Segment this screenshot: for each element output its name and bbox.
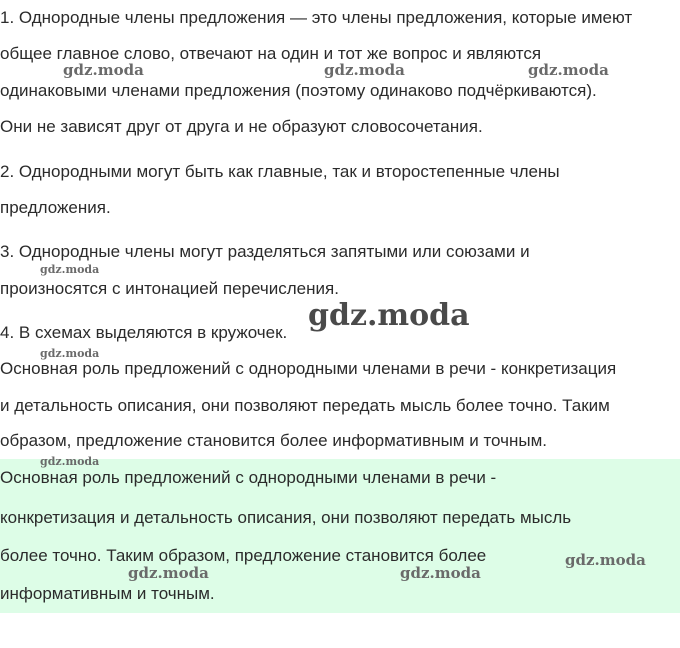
highlight-text-line: информативным и точным. — [0, 584, 215, 603]
watermark: gdz.moda — [128, 564, 209, 582]
text-line: 4. В схемах выделяются в кружочек. — [0, 323, 288, 342]
highlight-text-line: конкретизация и детальность описания, они позволяют передать мысль — [0, 508, 572, 527]
highlight-text-line: Основная роль предложений с однородными членами в речи - — [0, 468, 497, 487]
watermark: gdz.moda — [528, 61, 609, 79]
watermark: gdz.moda — [40, 455, 100, 468]
text-line: Они не зависят друг от друга и не образуют словосочетания. — [0, 117, 483, 136]
text-line: Основная роль предложений с однородными членами в речи - конкретизация — [0, 359, 617, 378]
watermark: gdz.moda — [565, 551, 646, 569]
text-line: общее главное слово, отвечают на один и тот же вопрос и являются — [0, 44, 542, 63]
watermark: gdz.moda — [400, 564, 481, 582]
watermark: gdz.moda — [324, 61, 405, 79]
text-line: и детальность описания, они позволяют передать мысль более точно. Таким — [0, 396, 610, 415]
text-line: образом, предложение становится более информативным и точным. — [0, 431, 547, 450]
text-line: предложения. — [0, 198, 111, 217]
text-line: одинаковыми членами предложения (поэтому одинаково подчёркиваются). — [0, 81, 597, 100]
text-line: 3. Однородные члены могут разделяться запятыми или союзами и — [0, 242, 530, 261]
text-line: 1. Однородные члены предложения — это члены предложения, которые имеют — [0, 8, 633, 27]
highlight-text-line: более точно. Таким образом, предложение становится более — [0, 546, 487, 565]
watermark: gdz.moda — [63, 61, 144, 79]
watermark: gdz.moda — [40, 347, 100, 360]
text-line: 2. Однородными могут быть как главные, так и второстепенные члены — [0, 162, 560, 181]
watermark-large: gdz.moda — [308, 298, 470, 333]
watermark: gdz.moda — [40, 263, 100, 276]
text-line: произносятся с интонацией перечисления. — [0, 279, 339, 298]
